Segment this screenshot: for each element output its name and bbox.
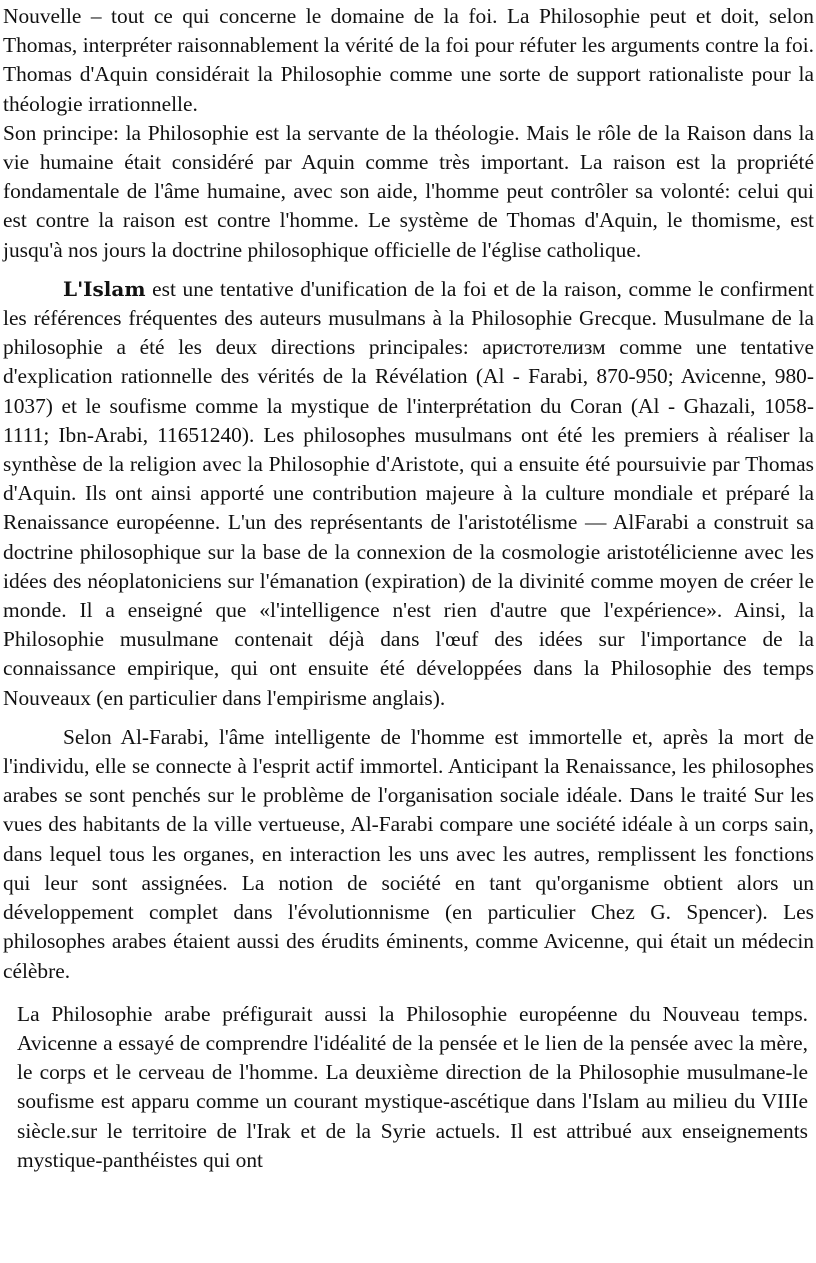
paragraph-thomas-faith: Nouvelle – tout ce qui concerne le domaine de la foi. La Philosophie peut et doit, selon Thomas, interpréter raisonnablement la vérité de la foi pour réfuter les arguments contre la foi. Thomas d'Aquin considérait la Philosophie comme une sorte de support rationaliste pour la théologie irrationnelle. <box>3 4 814 116</box>
paragraph-islam <box>3 275 814 713</box>
paragraph-thomas-reason: Son principe: la Philosophie est la servante de la théologie. Mais le rôle de la Raison dans la vie humaine était considéré par Aquin comme très important. La raison est la propriété fondamentale de l'âme humaine, avec son aide, l'homme peut contrôler sa volonté: celui qui est contre la raison est contre l'homme. Le système de Thomas d'Aquin, le thomisme, est jusqu'à nos jours la doctrine philosophique officielle de l'église catholique. <box>3 120 814 262</box>
paragraph-al-farabi: Selon Al-Farabi, l'âme intelligente de l'homme est immortelle et, après la mort de l'individu, elle se connecte à l'esprit actif immortel. Anticipant la Renaissance, les philosophes arabes se sont penchés sur le problème de l'organisation sociale idéale. Dans le traité Sur les vues des habitants de la ville vertueuse, Al-Farabi compare une société idéale à un corps sain, dans lequel tous les organes, en interaction les uns avec les autres, remplissent les fonctions qui leur sont assignées. La notion de société en tant qu'organisme obtient alors un développement complet dans l'évolutionnisme (en particulier Chez G. Spencer). Les philosophes arabes étaient aussi des érudits éminents, comme Avicenne, qui était un médecin célèbre. <box>3 724 814 983</box>
paragraph-islam-body: est une tentative d'unification de la foi et de la raison, comme le confirment les références fréquentes des auteurs musulmans à la Philosophie Grecque. Musulmane de la philosophie a été les deux directions principales: аристотелизм comme une tentative d'explication rationnelle des vérités de la Révélation (Al - Farabi, 870-950; Avicenne, 980-1037) et le soufisme comme la mystique de l'interprétation du Coran (Al - Ghazali, 1058-1111; Ibn-Arabi, 11651240). Les philosophes musulmans ont été les premiers à réaliser la synthèse de la religion avec la Philosophie d'Aristote, qui a ensuite été poursuivie par Thomas d'Aquin. Ils ont ainsi apporté une contribution majeure à la culture mondiale et préparé la Renaissance européenne. L'un des représentants de l'aristotélisme — AlFarabi a construit sa doctrine philosophique sur la base de la connexion de la cosmologie aristotélicienne avec les idées des néoplatoniciens sur l'émanation (expiration) de la divinité comme moyen de créer le monde. Il a enseigné que «l'intelligence n'est rien d'autre que l'expérience». Ainsi, la Philosophie musulmane contenait déjà dans l'œuf des idées sur l'importance de la connaissance empirique, qui ont ensuite été développées dans la Philosophie des temps Nouveaux (en particulier dans l'empirisme anglais). <box>3 276 814 710</box>
term-islam: L'Islam <box>63 276 146 301</box>
paragraph-arab-philosophy: La Philosophie arabe préfigurait aussi la Philosophie européenne du Nouveau temps. Avicenne a essayé de comprendre l'idéalité de la pensée et le lien de la pensée avec la mère, le corps et le cerveau de l'homme. La deuxième direction de la Philosophie musulmane-le soufisme est apparu comme un courant mystique-ascétique dans l'Islam au milieu du VIIIe siècle.sur le territoire de l'Irak et de la Syrie actuels. Il est attribué aux enseignements mystique-panthéistes qui ont <box>17 1001 808 1172</box>
